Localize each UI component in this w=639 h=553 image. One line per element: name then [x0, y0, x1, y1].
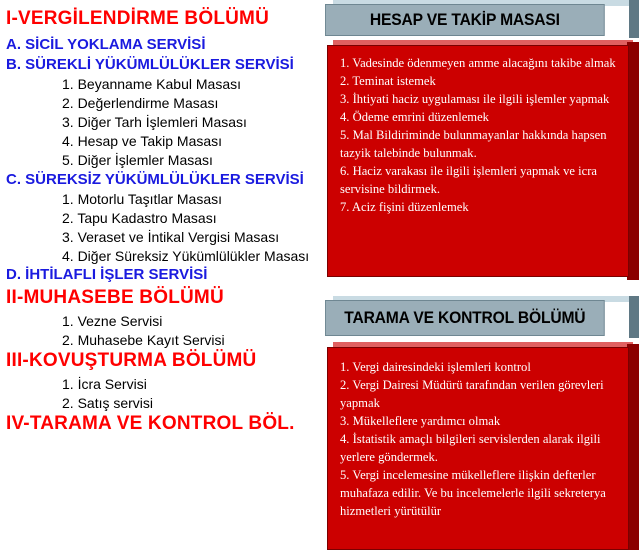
list-item: 2. Vergi Dairesi Müdürü tarafından verilen görevleri yapmak: [340, 378, 604, 410]
service-sicil-yoklama: A. SİCİL YOKLAMA SERVİSİ: [6, 36, 206, 53]
list-item: 6. Haciz varakası ile ilgili işlemleri yapmak ve icra servisine bildirmek.: [340, 164, 598, 196]
list-item: 3. Veraset ve İntikal Vergisi Masası: [62, 229, 280, 245]
hesap-takip-box: [327, 40, 639, 280]
service-surekli: B. SÜREKLİ YÜKÜMLÜLÜKLER SERVİSİ: [6, 56, 294, 73]
header-tarama-kontrol: [325, 296, 639, 338]
tarama-kontrol-box: [327, 342, 639, 552]
list-item: 1. Vadesinde ödenmeyen amme alacağını takibe almak: [340, 56, 616, 70]
list-item: 4. Ödeme emrini düzenlemek: [340, 110, 489, 124]
list-item: 1. Vergi dairesindeki işlemleri kontrol: [340, 360, 531, 374]
list-item: 1. Motorlu Taşıtlar Masası: [62, 191, 223, 207]
tarama-kontrol-list: [340, 358, 622, 520]
list-item: 2. Muhasebe Kayıt Servisi: [62, 332, 225, 348]
header-hesap-takip: [325, 0, 639, 38]
section-muhasebe: II-MUHASEBE BÖLÜMÜ: [6, 287, 224, 308]
list-item: 2. Satış servisi: [62, 395, 154, 411]
list-item: 5. Diğer İşlemler Masası: [62, 152, 213, 168]
list-item: 5. Mal Bildiriminde bulunmayanlar hakkında hapsen tazyik talebinde bulunmak.: [340, 128, 607, 160]
list-item: 2. Değerlendirme Masası: [62, 95, 219, 111]
service-ihtilafli: D. İHTİLAFLI İŞLER SERVİSİ: [6, 266, 208, 283]
section-vergilendirme: I-VERGİLENDİRME BÖLÜMÜ: [6, 8, 270, 29]
header-tarama-kontrol-title: TARAMA VE KONTROL BÖLÜMÜ: [325, 300, 605, 336]
list-item: 1. Beyanname Kabul Masası: [62, 76, 241, 92]
service-sureksiz: C. SÜREKSİZ YÜKÜMLÜLÜKLER SERVİSİ: [6, 171, 304, 188]
list-item: 7. Aciz fişini düzenlemek: [340, 200, 469, 214]
list-item: 3. İhtiyati haciz uygulaması ile ilgili işlemler yapmak: [340, 92, 610, 106]
section-kovusturma: III-KOVUŞTURMA BÖLÜMÜ: [6, 350, 257, 371]
header-hesap-takip-title: HESAP VE TAKİP MASASI: [325, 4, 605, 36]
list-item: 3. Diğer Tarh İşlemleri Masası: [62, 114, 247, 130]
list-item: 1. İcra Servisi: [62, 376, 147, 392]
list-item: 1. Vezne Servisi: [62, 313, 163, 329]
list-item: 4. Hesap ve Takip Masası: [62, 133, 223, 149]
list-item: 2. Teminat istemek: [340, 74, 436, 88]
list-item: 2. Tapu Kadastro Masası: [62, 210, 217, 226]
list-item: 5. Vergi incelemesine mükelleflere ilişkin defterler muhafaza edilir. Ve bu incelemelerle ilgili sekreterya hizmetleri yürütülür: [340, 468, 606, 518]
list-item: 4. Diğer Süreksiz Yükümlülükler Masası: [62, 248, 310, 264]
section-tarama-kontrol: IV-TARAMA VE KONTROL BÖL.: [6, 413, 295, 434]
list-item: 4. İstatistik amaçlı bilgileri servislerden alarak ilgili yerlere göndermek.: [340, 432, 601, 464]
list-item: 3. Mükelleflere yardımcı olmak: [340, 414, 501, 428]
hesap-takip-list: [340, 54, 622, 216]
